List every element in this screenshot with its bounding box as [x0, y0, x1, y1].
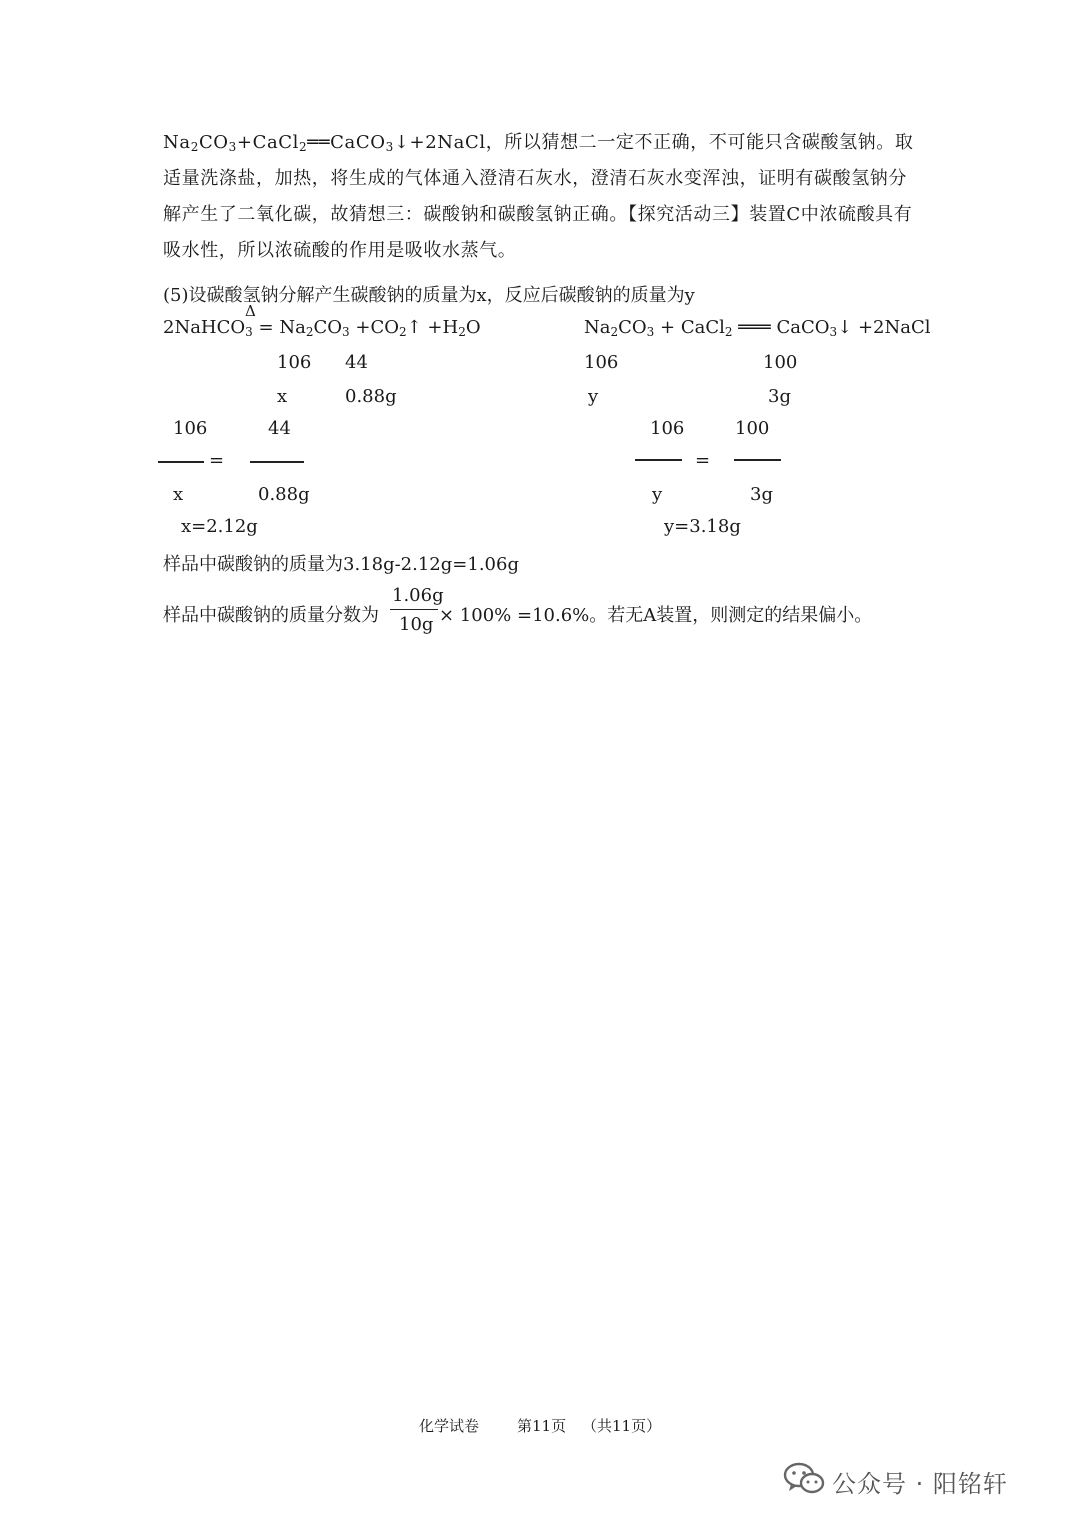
- sodium-carbonate-mass-line: 样品中碳酸钠的质量为3.18g-2.12g=1.06g: [163, 554, 519, 575]
- calc-intro: (5)设碳酸氢钠分解产生碳酸钠的质量为x，反应后碳酸钠的质量为y: [163, 285, 695, 306]
- subscript: 3: [245, 325, 253, 339]
- equation-text: = Na: [252, 317, 306, 338]
- unknown-x: x: [277, 386, 288, 407]
- molar-mass-na2co3: 106: [584, 352, 619, 373]
- molar-mass-nahco3: 106: [277, 352, 312, 373]
- heat-symbol: Δ: [245, 302, 256, 320]
- result-x: x=2.12g: [181, 516, 258, 537]
- equation-text: 2NaHCO: [163, 317, 246, 338]
- equation-text: ↑ +H: [406, 317, 459, 338]
- equation-text: ═══ CaCO: [732, 317, 830, 338]
- precipitation-equation: $Na_2CO_3$ + CaCl$_2$ ═══ CaCO$_3$↓ +2NaCl: [584, 317, 931, 339]
- equation-text: +CO: [349, 317, 399, 338]
- equals-sign: =: [695, 450, 711, 471]
- equation-text: Na: [584, 317, 611, 338]
- equation-text: + CaCl: [654, 317, 725, 338]
- equation-text: CO: [618, 317, 647, 338]
- molar-mass-co2: 44: [345, 352, 368, 373]
- fraction-bar: [635, 459, 682, 461]
- ratio-den-left: y: [652, 484, 663, 505]
- mass-fraction-result: × 100% =10.6%。若无A装置，则测定的结果偏小。: [439, 605, 873, 626]
- equation-text: CO: [198, 132, 229, 153]
- equation-text: ↓+2NaCl: [393, 132, 486, 153]
- known-caco3-mass: 3g: [768, 386, 791, 407]
- known-co2-mass: 0.88g: [345, 386, 397, 407]
- equation-text: +CaCl: [236, 132, 300, 153]
- fraction-denominator: 10g: [399, 614, 434, 635]
- fraction-numerator: 1.06g: [392, 585, 444, 606]
- ratio-num-right: 44: [268, 418, 291, 439]
- ratio-num-right: 100: [735, 418, 770, 439]
- footer-subject: 化学试卷: [419, 1417, 480, 1435]
- molar-mass-caco3: 100: [763, 352, 798, 373]
- footer-page-number: 第11页: [517, 1417, 567, 1435]
- watermark-text: 公众号 · 阳铭轩: [832, 1470, 1008, 1498]
- fraction-bar: [390, 609, 438, 610]
- mass-fraction-prefix: 样品中碳酸钠的质量分数为: [163, 605, 379, 626]
- answer-paragraph: $Na_2CO_3+CaCl_2══CaCO_3↓+2NaCl$，所以猜想二一定不正确，不可能只含碳酸氢钠。取适量洗涤盐，加热，将生成的气体通入澄清石灰水，澄清石灰水变浑浊，证明有碳酸氢钠分解产生了二氧化碳，故猜想三：碳酸钠和碳酸氢钠正确。【探究活动三】装置C中浓硫酸具有吸水性，所以浓硫酸的作用是吸收水蒸气。: [163, 132, 914, 261]
- unknown-y: y: [588, 386, 599, 407]
- fraction-bar: [250, 461, 304, 463]
- ratio-num-left: 106: [650, 418, 685, 439]
- equation-text: ══CaCO: [307, 132, 386, 153]
- ratio-num-left: 106: [173, 418, 208, 439]
- subscript: 2: [398, 325, 407, 339]
- ratio-den-left: x: [173, 484, 184, 505]
- equation-text: CO: [313, 317, 342, 338]
- fraction-bar: [158, 461, 204, 463]
- footer-total-pages: （共11页）: [582, 1417, 662, 1435]
- ratio-den-right: 3g: [750, 484, 773, 505]
- equation-text: Na: [163, 132, 191, 153]
- wechat-icon: [783, 1461, 825, 1497]
- equation-text: ↓ +2NaCl: [837, 317, 931, 338]
- equation-text: O: [465, 317, 481, 338]
- decomposition-equation: 2NaHCO$_3$ = $Na_2CO_3$ $+CO_2↑ +H_2O$: [163, 317, 481, 339]
- paragraph-text: ，所以猜想二一定不正确，不可能只含碳酸氢钠。取适量洗涤盐，加热，将生成的气体通入澄清石灰水，澄清石灰水变浑浊，证明有碳酸氢钠分解产生了二氧化碳，故猜想三：碳酸钠和碳酸氢钠正确。【探究活动三】装置C中浓硫酸具有吸水性，所以浓硫酸的作用是吸收水蒸气。: [163, 132, 914, 261]
- equals-sign: =: [209, 450, 225, 471]
- ratio-den-right: 0.88g: [258, 484, 310, 505]
- fraction-bar: [734, 459, 781, 461]
- result-y: y=3.18g: [664, 516, 741, 537]
